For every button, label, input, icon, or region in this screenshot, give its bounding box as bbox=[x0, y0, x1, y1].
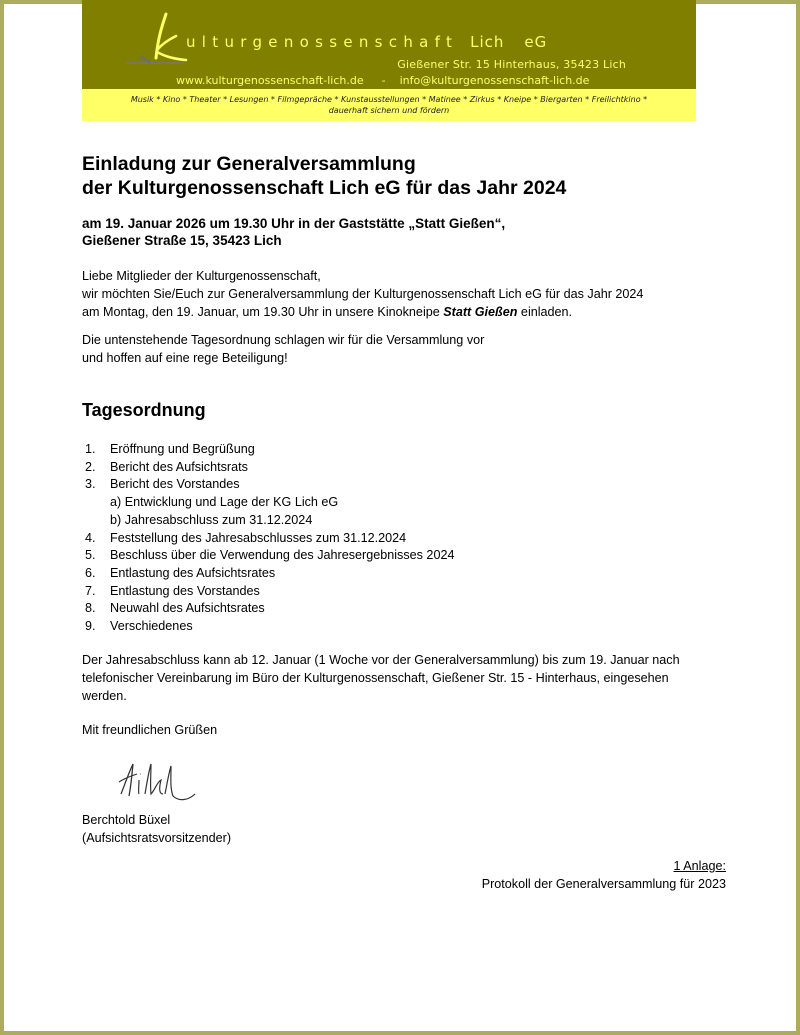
meeting-date-venue: am 19. Januar 2026 um 19.30 Uhr in der Gaststätte „Statt Gießen“, bbox=[82, 216, 506, 231]
tagline bbox=[82, 94, 696, 116]
meeting-details bbox=[82, 215, 505, 249]
signer bbox=[82, 811, 231, 847]
letter-intro bbox=[82, 267, 643, 321]
intro-line-2: wir möchten Sie/Euch zur Generalversammlung der Kulturgenossenschaft Lich eG für das Jahr 2024 bbox=[82, 287, 644, 301]
signer-name: Berchtold Büxel bbox=[82, 813, 171, 827]
item-number: 8. bbox=[85, 601, 96, 616]
title-line-1: Einladung zur Generalversammlung bbox=[82, 153, 416, 175]
list-item bbox=[82, 459, 454, 477]
intro-text-end: einladen. bbox=[517, 305, 573, 319]
org-name-city: Lich bbox=[470, 33, 505, 51]
item-label: Bericht des Aufsichtsrats bbox=[110, 459, 248, 474]
item-number: 1. bbox=[85, 442, 96, 456]
email-link[interactable]: info@kulturgenossenschaft-lich.de bbox=[399, 74, 590, 87]
item-label: Neuwahl des Aufsichtsrates bbox=[110, 601, 265, 616]
item-label: Entlastung des Vorstandes bbox=[110, 583, 260, 598]
title-line-2: der Kulturgenossenschaft Lich eG für das Jahr 2024 bbox=[82, 177, 567, 199]
item-number: 7. bbox=[85, 583, 96, 598]
agenda-note-line-2: und hoffen auf eine rege Beteiligung! bbox=[82, 351, 288, 365]
note-line-2: telefonischer Vereinbarung im Büro der Kulturgenossenschaft, Gießener Str. 15 - Hinterhaus, eingesehen bbox=[82, 671, 669, 685]
meeting-address: Gießener Straße 15, 35423 Lich bbox=[82, 233, 282, 248]
item-label: Beschluss über die Verwendung des Jahresergebnisses 2024 bbox=[110, 548, 455, 563]
website-link[interactable]: www.kulturgenossenschaft-lich.de bbox=[176, 74, 364, 87]
note-line-1: Der Jahresabschluss kann ab 12. Januar (1 Woche vor der Generalversammlung) bis zum 19. Januar nach bbox=[82, 653, 680, 667]
item-label: Feststellung des Jahresabschlusses zum 31.12.2024 bbox=[110, 530, 407, 545]
item-number: 5. bbox=[85, 548, 96, 563]
tagline-motto: dauerhaft sichern und fördern bbox=[328, 106, 450, 115]
item-number: 3. bbox=[85, 477, 96, 492]
signer-role: (Aufsichtsratsvorsitzender) bbox=[82, 831, 232, 845]
org-name bbox=[186, 33, 547, 51]
org-name-main: ulturgenossenschaft bbox=[186, 33, 459, 51]
letterhead bbox=[82, 0, 696, 121]
regards: Mit freundlichen Grüßen bbox=[82, 723, 218, 737]
list-item bbox=[82, 441, 454, 459]
letter-agenda-note bbox=[82, 331, 484, 367]
agenda-list bbox=[82, 441, 454, 636]
item-label: Verschiedenes bbox=[110, 619, 193, 634]
list-item bbox=[82, 547, 454, 565]
item-label: Entlastung des Aufsichtsrates bbox=[110, 565, 276, 580]
list-item bbox=[82, 565, 454, 583]
agenda-note-line-1: Die untenstehende Tagesordnung schlagen wir für die Versammlung vor bbox=[82, 333, 485, 347]
list-item bbox=[82, 618, 454, 636]
item-number: 2. bbox=[85, 459, 96, 474]
item-number: 9. bbox=[85, 619, 96, 634]
contact-line bbox=[176, 74, 589, 87]
list-subitem: a) Entwicklung und Lage der KG Lich eG bbox=[110, 495, 339, 510]
venue-emphasis: Statt Gießen bbox=[443, 305, 518, 319]
greeting: Liebe Mitglieder der Kulturgenossenschaft, bbox=[82, 269, 321, 283]
logo-swoosh-icon bbox=[126, 55, 186, 67]
intro-line-3 bbox=[82, 303, 643, 321]
separator: - bbox=[381, 74, 386, 87]
item-number: 4. bbox=[85, 530, 96, 545]
inspection-note bbox=[82, 651, 680, 705]
item-number: 6. bbox=[85, 565, 96, 580]
list-item bbox=[82, 476, 454, 494]
signature-icon bbox=[115, 760, 200, 808]
item-label: Eröffnung und Begrüßung bbox=[110, 442, 255, 456]
agenda-title: Tagesordnung bbox=[82, 400, 206, 420]
annex-label: 1 Anlage: bbox=[673, 859, 726, 873]
list-item bbox=[82, 530, 454, 548]
annex bbox=[482, 857, 726, 893]
note-line-3: werden. bbox=[82, 689, 127, 703]
item-label: Bericht des Vorstandes bbox=[110, 477, 240, 492]
page-title bbox=[82, 152, 732, 200]
list-item bbox=[82, 600, 454, 618]
org-name-suffix: eG bbox=[524, 33, 548, 51]
tagline-activities: Musik * Kino * Theater * Lesungen * Filmgepräche * Kunstausstellungen * Matinee * Zirkus * Kneipe * Biergarten * Freilichtkino * bbox=[130, 95, 648, 104]
annex-item: Protokoll der Generalversammlung für 2023 bbox=[481, 877, 726, 891]
list-item bbox=[82, 583, 454, 601]
org-address: Gießener Str. 15 Hinterhaus, 35423 Lich bbox=[397, 58, 626, 71]
list-subitem: b) Jahresabschluss zum 31.12.2024 bbox=[110, 512, 313, 527]
intro-text: am Montag, den 19. Januar, um 19.30 Uhr in unsere Kinokneipe bbox=[82, 305, 444, 319]
